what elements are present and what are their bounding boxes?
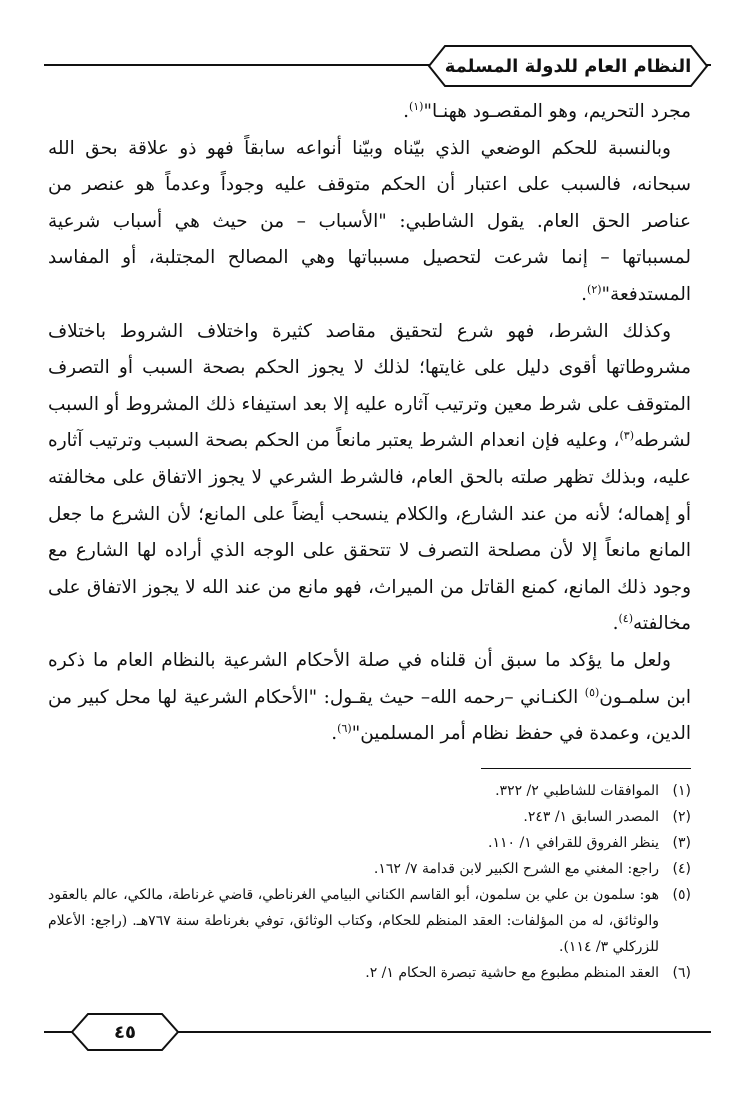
footnote <box>48 804 691 830</box>
paragraph <box>48 314 691 643</box>
footnote-number: (٥) <box>672 887 691 903</box>
paragraph-text: . <box>581 283 588 305</box>
footnote-number: (٣) <box>672 835 691 851</box>
footnote-number: (٢) <box>672 809 691 825</box>
footnote-marker: (٤) <box>618 612 634 626</box>
footnote-text: العقد المنظم مطبوع مع حاشية تبصرة الحكام ١/ ٢. <box>365 965 659 981</box>
footnote-number: (٤) <box>672 861 691 877</box>
footnote-marker: (١) <box>408 99 424 113</box>
paragraph <box>48 131 691 314</box>
paragraph-text: ولعل ما يؤكد ما سبق أن قلناه في صلة الأحكام الشرعية بالنظام العام ما ذكره ابن سلمـون <box>48 649 692 708</box>
paragraph <box>48 94 691 131</box>
paragraph-text: مجرد التحريم، وهو المقصـود ههنـا" <box>423 101 691 122</box>
paragraph-text: وبالنسبة للحكم الوضعي الذي بيّناه وبيّنا أنواعه سابقاً فهو ذو علاقة بحق الله سبحانه، فالسبب على اعتبار أن الحكم متوقف عليه وجوداً وعدماً هو عنصر من عناصر الحق العام. يقول الشاطبي: "الأسباب – من حيث هي أسباب شرعية لمسبباتها – إنما شرعت لتحصيل مسبباتها وهي المصالح المجتلبة، أو المفاسد المستدفعة" <box>48 137 691 305</box>
footnote <box>48 830 691 856</box>
paragraph-text: وكذلك الشرط، فهو شرع لتحقيق مقاصد كثيرة واختلاف الشروط باختلاف مشروطاتها أقوى دليل على غايتها؛ لذلك لا يجوز الحكم بصحة السبب أو التصرف المتوقف على شرط معين وترتيب آثاره عليه إلا بعد استيفاء ذلك المشروط أو السبب لشرطه <box>48 320 691 452</box>
book-title: النظام العام للدولة المسلمة <box>444 55 692 77</box>
paragraph <box>48 643 691 753</box>
footnote-text: الموافقات للشاطبي ٢/ ٣٢٢. <box>495 783 659 799</box>
footnote <box>48 960 691 986</box>
main-text <box>48 94 691 753</box>
footnote-text: راجع: المغني مع الشرح الكبير لابن قدامة ٧/ ١٦٢. <box>373 861 659 877</box>
footnote <box>48 856 691 882</box>
footnote-marker: (٣) <box>619 429 634 443</box>
footnote-marker: (٥) <box>584 685 600 699</box>
paragraph-text: الكنـاني –رحمه الله– حيث يقـول: "الأحكام الشرعية لها محل كبير من الدين، وعمدة في حفظ نظام أمر المسلمين" <box>48 686 691 745</box>
footnote-text: هو: سلمون بن علي بن سلمون، أبو القاسم الكناني البيامي الغرناطي، قاضي غرناطة، مالكي، عالم بالعقود والوثائق، له من المؤلفات: العقد المنظم للحكام، وكتاب الوثائق، توفي بغرناطة سنة ٧٦٧هـ. (راجع: الأعلام للزركلي ٣/ ١١٤). <box>48 887 659 955</box>
paragraph-text: ، وعليه فإن انعدام الشرط يعتبر مانعاً من الحكم بصحة السبب وترتيب آثاره عليه، وبذلك تظهر صلته بالحق العام، فالشرط الشرعي لا يجوز الاتفاق على مخالفته أو إهماله؛ لأنه من عند الشارع، والكلام ينسحب أيضاً على المانع؛ لأن الشرع ما جعل المانع مانعاً إلا لأن مصلحة التصرف لا تتحقق على الوجه الذي أراده لها الشارع مع وجود ذلك المانع، كمنع القاتل من الميراث، فهو مانع من عند الله لا يجوز الاتفاق على مخالفته <box>48 430 691 635</box>
footnote-text: ينظر الفروق للقرافي ١/ ١١٠. <box>488 835 659 851</box>
page-number-frame <box>70 1012 180 1052</box>
running-header <box>44 42 711 88</box>
page-number: ٤٥ <box>114 1021 136 1043</box>
footnote-marker: (٢) <box>587 282 602 296</box>
footnote-marker: (٦) <box>337 721 352 735</box>
footnote <box>48 882 691 960</box>
footnote-number: (١) <box>672 783 691 799</box>
paragraph-text: . <box>403 101 409 122</box>
paragraph-text: . <box>331 723 338 745</box>
paragraph-text: . <box>612 613 619 635</box>
page-footer <box>44 1012 711 1052</box>
footnote-text: المصدر السابق ١/ ٢٤٣. <box>523 809 659 825</box>
footnote-separator <box>481 768 691 769</box>
footnote-number: (٦) <box>672 965 691 981</box>
footnote <box>48 778 691 804</box>
footnotes-section <box>48 778 691 986</box>
header-title-frame <box>427 44 709 88</box>
